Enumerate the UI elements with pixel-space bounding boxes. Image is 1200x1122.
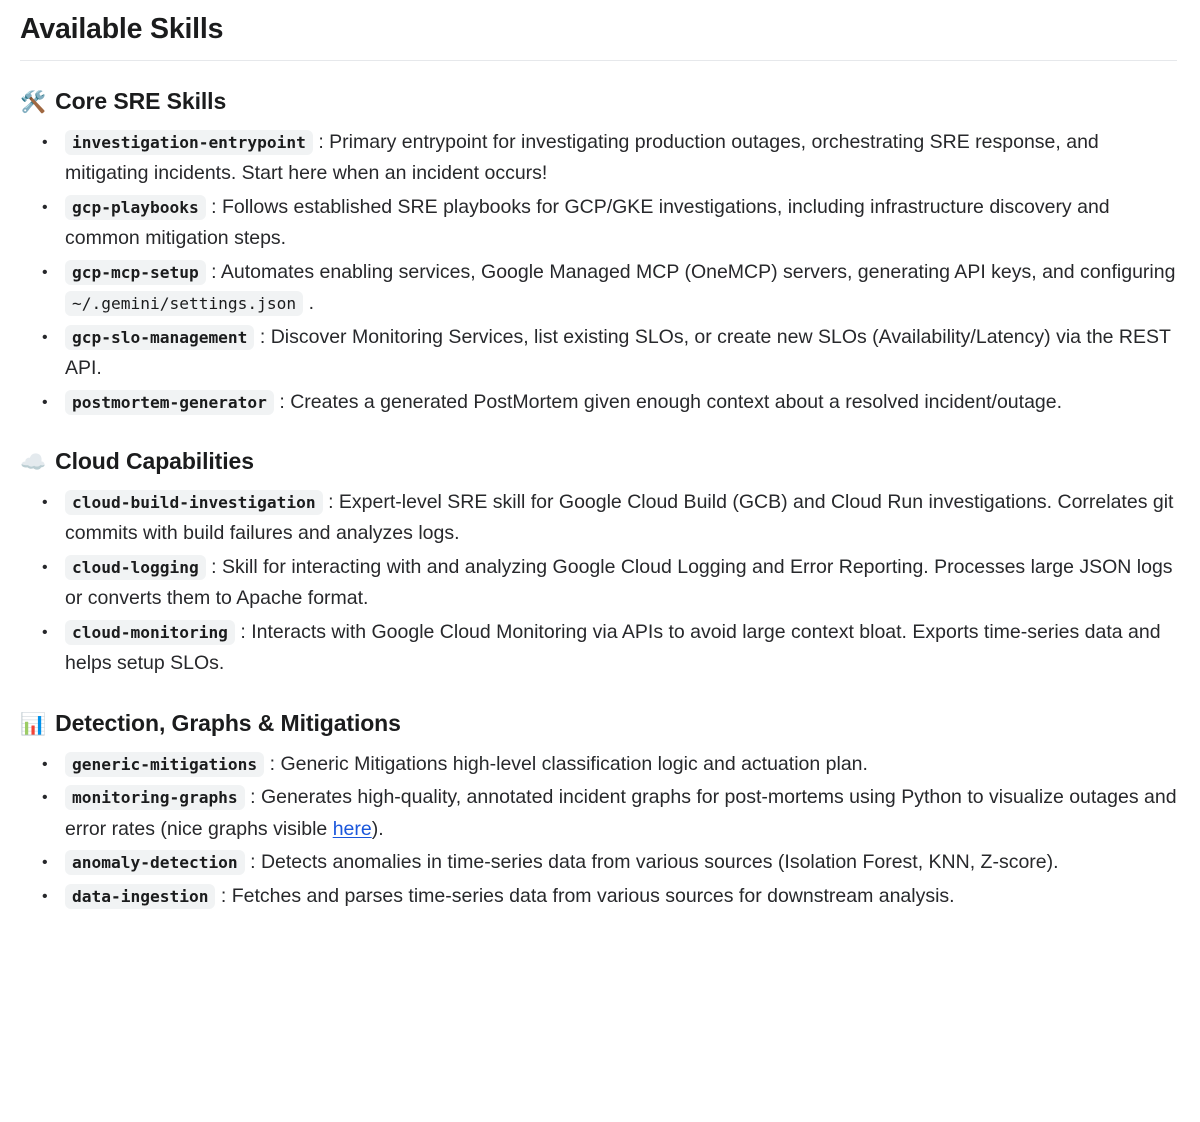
skill-name-code: postmortem-generator — [65, 390, 274, 415]
list-item — [20, 387, 1178, 419]
separator: : — [254, 325, 271, 348]
skill-description-tail: . — [303, 292, 314, 315]
skill-name-code: cloud-logging — [65, 555, 206, 580]
skill-description: Creates a generated PostMortem given enough context about a resolved incident/outage. — [290, 390, 1063, 413]
section-heading-label: Detection, Graphs & Mitigations — [55, 709, 401, 736]
skill-description: Detects anomalies in time-series data from various sources (Isolation Forest, KNN, Z-score). — [260, 851, 1059, 874]
list-item — [20, 127, 1178, 190]
separator: : — [205, 195, 222, 218]
skill-name-code: data-ingestion — [65, 884, 215, 909]
here-link[interactable]: here — [332, 817, 372, 840]
skill-list — [20, 749, 1178, 913]
section-heading — [20, 709, 1178, 739]
skill-description-tail: ). — [371, 817, 384, 840]
skill-list — [20, 487, 1178, 680]
list-item — [20, 847, 1178, 879]
section-heading-label: Core SRE Skills — [55, 87, 227, 114]
skill-name-code: gcp-mcp-setup — [65, 260, 206, 285]
list-item — [20, 192, 1178, 255]
skill-description: Generates high-quality, annotated incident graphs for post-mortems using Python to visualize outages and error rates (nice graphs visible — [65, 786, 1177, 840]
separator: : — [215, 884, 232, 907]
list-item — [20, 881, 1178, 913]
list-item — [20, 487, 1178, 550]
skill-name-code: gcp-slo-management — [65, 325, 254, 350]
separator: : — [312, 130, 330, 153]
separator: : — [244, 786, 261, 809]
skill-description: Expert-level SRE skill for Google Cloud Build (GCB) and Cloud Run investigations. Correlates git commits with build failures and analyzes logs. — [65, 490, 1174, 545]
list-item — [20, 782, 1178, 845]
skill-section — [20, 709, 1178, 912]
skill-description: Generic Mitigations high-level classification logic and actuation plan. — [280, 752, 868, 775]
skill-description: Skill for interacting with and analyzing Google Cloud Logging and Error Reporting. Processes large JSON logs or converts them to Apache format. — [65, 555, 1173, 610]
skill-name-code: monitoring-graphs — [65, 785, 245, 810]
skill-name-code: generic-mitigations — [65, 752, 264, 777]
section-heading — [20, 447, 1178, 477]
skill-description: Automates enabling services, Google Managed MCP (OneMCP) servers, generating API keys, and configuring — [220, 260, 1176, 283]
sections-container — [20, 87, 1178, 913]
separator: : — [244, 851, 261, 874]
skill-list — [20, 127, 1178, 419]
list-item — [20, 552, 1178, 615]
skill-description: Primary entrypoint for investigating production outages, orchestrating SRE response, and mitigating incidents. Start here when an incident occurs! — [65, 130, 1099, 185]
skill-name-code: gcp-playbooks — [65, 195, 206, 220]
separator: : — [234, 620, 252, 643]
list-item — [20, 749, 1178, 781]
skill-description: Interacts with Google Cloud Monitoring via APIs to avoid large context bloat. Exports time-series data and helps setup SLOs. — [65, 620, 1161, 675]
skill-description: Follows established SRE playbooks for GCP/GKE investigations, including infrastructure discovery and common mitigation steps. — [65, 195, 1110, 250]
section-heading — [20, 87, 1178, 117]
list-item — [20, 322, 1178, 385]
list-item — [20, 257, 1178, 320]
section-heading-label: Cloud Capabilities — [55, 448, 254, 475]
skill-description: Discover Monitoring Services, list existing SLOs, or create new SLOs (Availability/Latency) via the REST API. — [65, 325, 1171, 380]
skill-description: Fetches and parses time-series data from various sources for downstream analysis. — [231, 884, 955, 907]
hammer-and-wrench-emoji: 🛠️ — [20, 89, 47, 114]
skill-section — [20, 447, 1178, 680]
skill-name-code: cloud-build-investigation — [65, 490, 323, 515]
separator: : — [205, 260, 221, 283]
skill-section — [20, 87, 1178, 418]
page-title: Available Skills — [20, 13, 224, 45]
separator: : — [264, 752, 281, 775]
cloud-emoji: ☁️ — [20, 450, 47, 475]
list-item — [20, 617, 1178, 680]
title-divider — [20, 60, 1177, 61]
config-path-code: ~/.gemini/settings.json — [65, 291, 303, 316]
bar-chart-emoji: 📊 — [20, 711, 47, 736]
skill-name-code: investigation-entrypoint — [65, 130, 313, 155]
skill-name-code: anomaly-detection — [65, 850, 245, 875]
separator: : — [205, 555, 222, 578]
separator: : — [273, 390, 291, 413]
separator: : — [322, 490, 339, 513]
skill-name-code: cloud-monitoring — [65, 620, 235, 645]
